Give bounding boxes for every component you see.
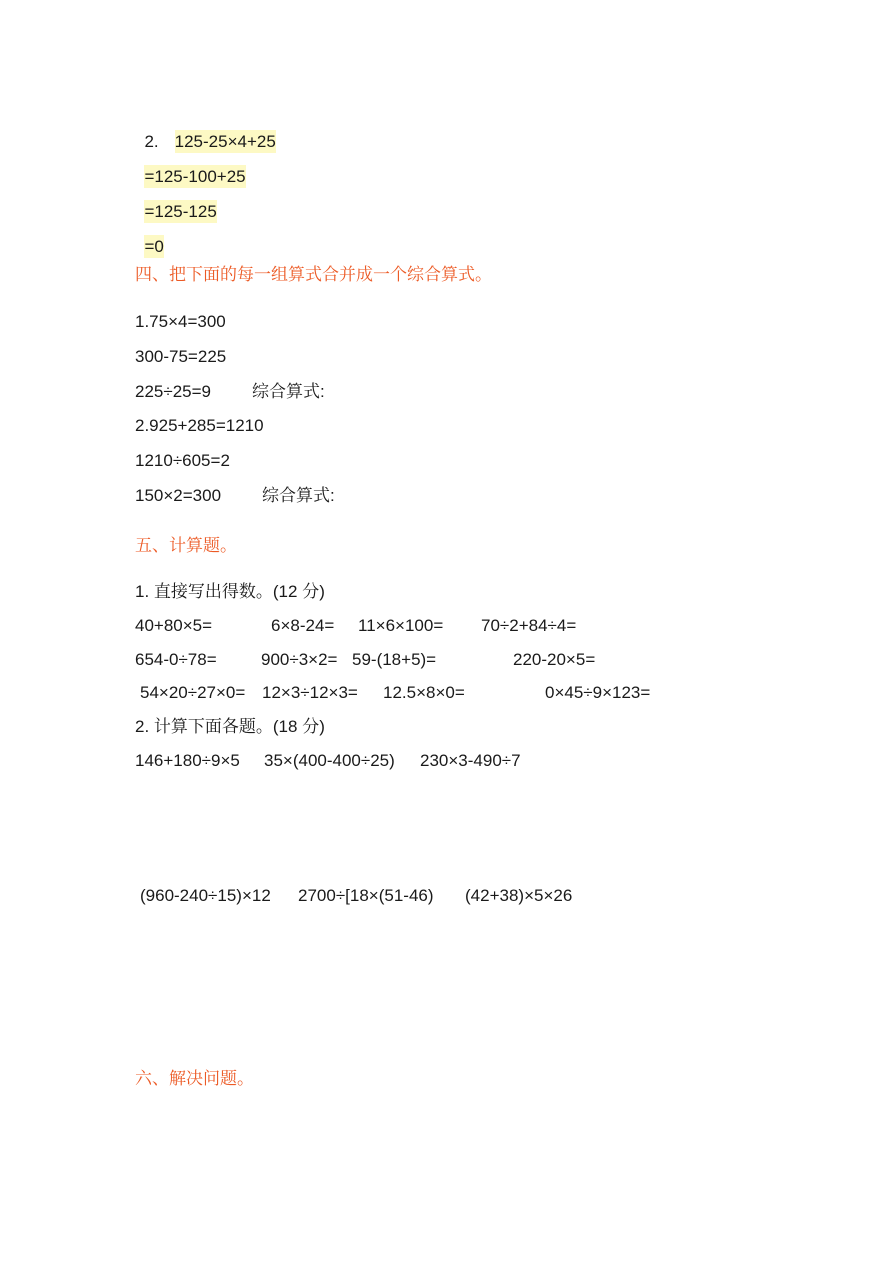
calc-row-5-item-1: (960-240÷15)×12 (140, 886, 271, 905)
calc-row-3-item-2: 12×3÷12×3= (262, 683, 358, 702)
part1-title: 1. 直接写出得数。(12 分) (135, 582, 325, 601)
section-6-heading: 六、解决问题。 (135, 1069, 254, 1088)
calc-row-3-item-1: 54×20÷27×0= (140, 683, 246, 702)
group2-line2: 1210÷605=2 (135, 451, 230, 470)
group1-combined-label: 综合算式: (252, 382, 325, 401)
work-step-1-text: =125-100+25 (144, 167, 246, 186)
calc-row-4-item-1: 146+180÷9×5 (135, 751, 240, 770)
group2-line3: 150×2=300 (135, 486, 222, 505)
calc-row-2-item-1: 654-0÷78= (135, 650, 217, 669)
calc-row-2-item-3: 59-(18+5)= (352, 650, 437, 669)
calc-row-3-item-4: 0×45÷9×123= (545, 683, 651, 702)
calc-row-2-item-4: 220-20×5= (513, 650, 596, 669)
work-step-2-text: =125-125 (144, 202, 217, 221)
calc-row-4-item-2: 35×(400-400÷25) (264, 751, 395, 770)
work-step-3-text: =0 (144, 237, 164, 256)
group1-line2: 300-75=225 (135, 347, 227, 366)
work-step-3 (135, 214, 164, 258)
calc-row-2-item-2: 900÷3×2= (261, 650, 338, 669)
question-expression: 125-25×4+25 (174, 132, 276, 151)
calc-row-3-item-3: 12.5×8×0= (383, 683, 465, 702)
calc-row-1-item-4: 70÷2+84÷4= (481, 616, 577, 635)
calc-row-1-item-1: 40+80×5= (135, 616, 213, 635)
question-number: 2. (144, 132, 159, 151)
section-5-heading: 五、计算题。 (135, 536, 237, 555)
part2-title: 2. 计算下面各题。(18 分) (135, 717, 325, 736)
group2-line1: 2.925+285=1210 (135, 416, 264, 435)
calc-row-5-item-2: 2700÷[18×(51-46) (298, 886, 434, 905)
calc-row-5-item-3: (42+38)×5×26 (465, 886, 573, 905)
group2-combined-label: 综合算式: (262, 486, 335, 505)
calc-row-4-item-3: 230×3-490÷7 (420, 751, 521, 770)
section-4-heading: 四、把下面的每一组算式合并成一个综合算式。 (135, 265, 492, 284)
calc-row-1-item-2: 6×8-24= (271, 616, 335, 635)
group1-line1: 1.75×4=300 (135, 312, 226, 331)
group1-line3: 225÷25=9 (135, 382, 211, 401)
calc-row-1-item-3: 11×6×100= (358, 616, 444, 635)
